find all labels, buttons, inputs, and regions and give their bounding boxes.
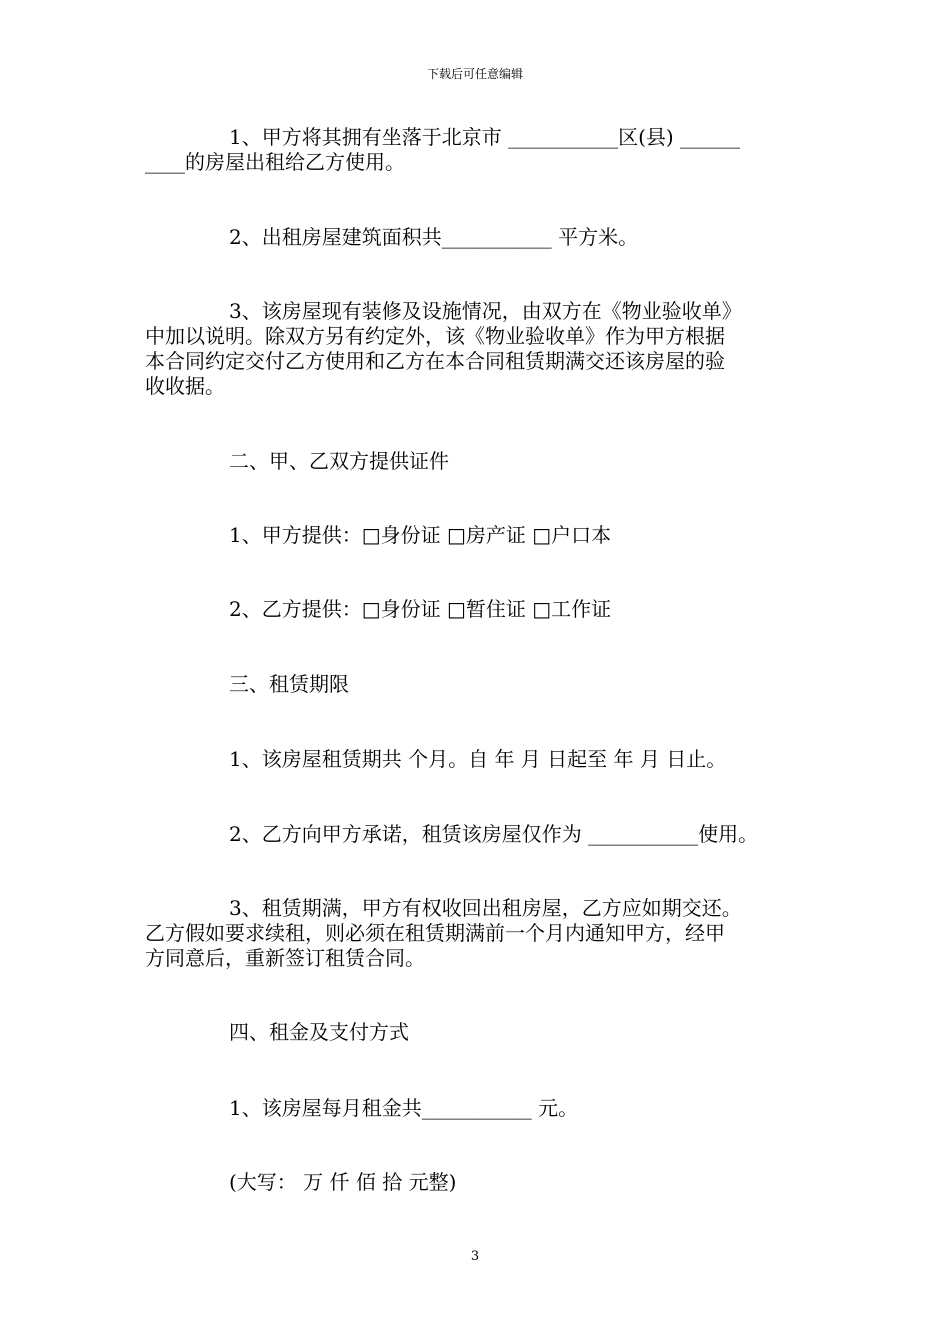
- clause-line: 乙方假如要求续租，则必须在租赁期满前一个月内通知甲方，经甲: [145, 921, 725, 945]
- clause-2-1-party-a-documents: [145, 523, 805, 548]
- clause-line: 1、该房屋每月租金共___________ 元。: [229, 1096, 579, 1120]
- section-title: 二、甲、乙双方提供证件: [229, 449, 449, 473]
- clause-4-1-amount-in-words: [145, 1170, 805, 1195]
- clause-1-3-facilities: [145, 299, 805, 399]
- clause-3-2-usage: [145, 822, 805, 847]
- clause-4-1-monthly-rent: [145, 1096, 805, 1121]
- section-title: 四、租金及支付方式: [229, 1020, 409, 1044]
- clause-2-2-party-b-documents: [145, 597, 805, 622]
- section-heading-documents: [145, 449, 805, 474]
- clause-line: 2、乙方提供：□身份证 □暂住证 □工作证: [229, 597, 612, 621]
- clause-line: (大写： 万 仟 佰 拾 元整): [229, 1170, 457, 1194]
- clause-line: 2、乙方向甲方承诺，租赁该房屋仅作为 ___________使用。: [229, 822, 759, 846]
- clause-line: 1、甲方将其拥有坐落于北京市 ___________区(县) ______: [229, 125, 741, 149]
- clause-line: 收收据。: [145, 374, 225, 398]
- clause-line: 中加以说明。除双方另有约定外，该《物业验收单》作为甲方根据: [145, 324, 725, 348]
- clause-line: 方同意后，重新签订租赁合同。: [145, 946, 425, 970]
- clause-line: 2、出租房屋建筑面积共___________ 平方米。: [229, 225, 639, 249]
- clause-1-2-area: [145, 225, 805, 250]
- clause-line: 1、该房屋租赁期共 个月。自 年 月 日起至 年 月 日止。: [229, 747, 727, 771]
- section-heading-lease-term: [145, 672, 805, 697]
- section-title: 三、租赁期限: [229, 672, 349, 696]
- clause-line: 1、甲方提供：□身份证 □房产证 □户口本: [229, 523, 612, 547]
- clause-1-1-location: [145, 125, 805, 175]
- clause-3-1-term: [145, 747, 805, 772]
- clause-line: 3、租赁期满，甲方有权收回出租房屋，乙方应如期交还。: [229, 896, 742, 920]
- clause-line: 本合同约定交付乙方使用和乙方在本合同租赁期满交还该房屋的验: [145, 349, 725, 373]
- page-number: 3: [470, 1249, 480, 1264]
- section-heading-rent-payment: [145, 1020, 805, 1045]
- clause-line: 3、该房屋现有装修及设施情况，由双方在《物业验收单》: [229, 299, 742, 323]
- page-header: 下载后可任意编辑: [426, 67, 523, 81]
- clause-3-3-renewal: [145, 896, 805, 971]
- clause-line: ____的房屋出租给乙方使用。: [145, 150, 405, 174]
